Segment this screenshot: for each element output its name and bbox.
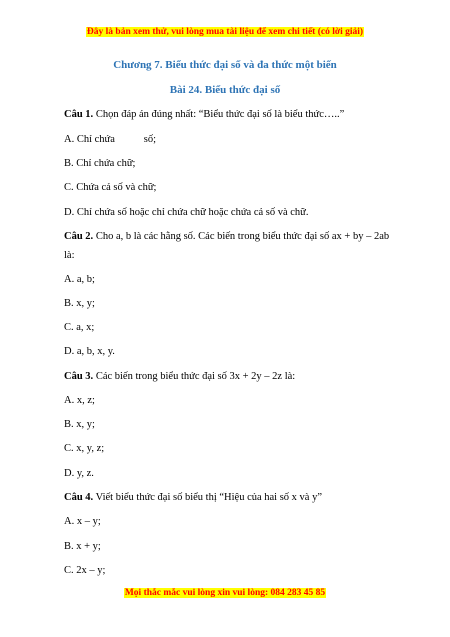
preview-notice-banner: Đây là bản xem thử, vui lòng mua tài liệu để xem chi tiết (có lời giải) [86, 27, 364, 37]
question-2-option-d: D. a, b, x, y. [64, 346, 115, 357]
question-2-option-a: A. a, b; [64, 274, 95, 285]
contact-banner: Mọi thắc mắc vui lòng xin vui lòng: 084 283 45 85 [124, 588, 326, 598]
question-4-option-a: A. x – y; [64, 516, 101, 527]
question-1-option-d: D. Chỉ chứa số hoặc chỉ chứa chữ hoặc chứa cả số và chữ. [64, 207, 309, 218]
question-1-option-c: C. Chứa cả số và chữ; [64, 182, 157, 193]
question-2: Câu 2. Cho a, b là các hằng số. Các biến trong biểu thức đại số ax + by – 2ab [64, 231, 390, 242]
question-1-option-a: A. Chỉ chứa số; [64, 134, 157, 145]
question-1: Câu 1. Chọn đáp án đúng nhất: “Biểu thức đại số là biểu thức…..” [64, 109, 345, 120]
question-4: Câu 4. Viết biểu thức đại số biểu thị “Hiệu của hai số x và y” [64, 492, 322, 503]
question-3-option-d: D. y, z. [64, 468, 94, 479]
question-3-option-c: C. x, y, z; [64, 443, 105, 454]
question-4-option-c: C. 2x – y; [64, 565, 106, 576]
question-2-option-b: B. x, y; [64, 298, 95, 309]
question-3-option-a: A. x, z; [64, 395, 95, 406]
lesson-title: Bài 24. Biểu thức đại số [169, 84, 281, 96]
question-4-option-b: B. x + y; [64, 541, 101, 552]
question-2-option-c: C. a, x; [64, 322, 95, 333]
question-2-continuation: là: [64, 250, 75, 261]
question-1-option-b: B. Chỉ chứa chữ; [64, 158, 136, 169]
question-3: Câu 3. Các biến trong biểu thức đại số 3x + 2y – 2z là: [64, 371, 296, 382]
question-3-option-b: B. x, y; [64, 419, 95, 430]
chapter-title: Chương 7. Biểu thức đại số và đa thức một biến [113, 59, 337, 71]
